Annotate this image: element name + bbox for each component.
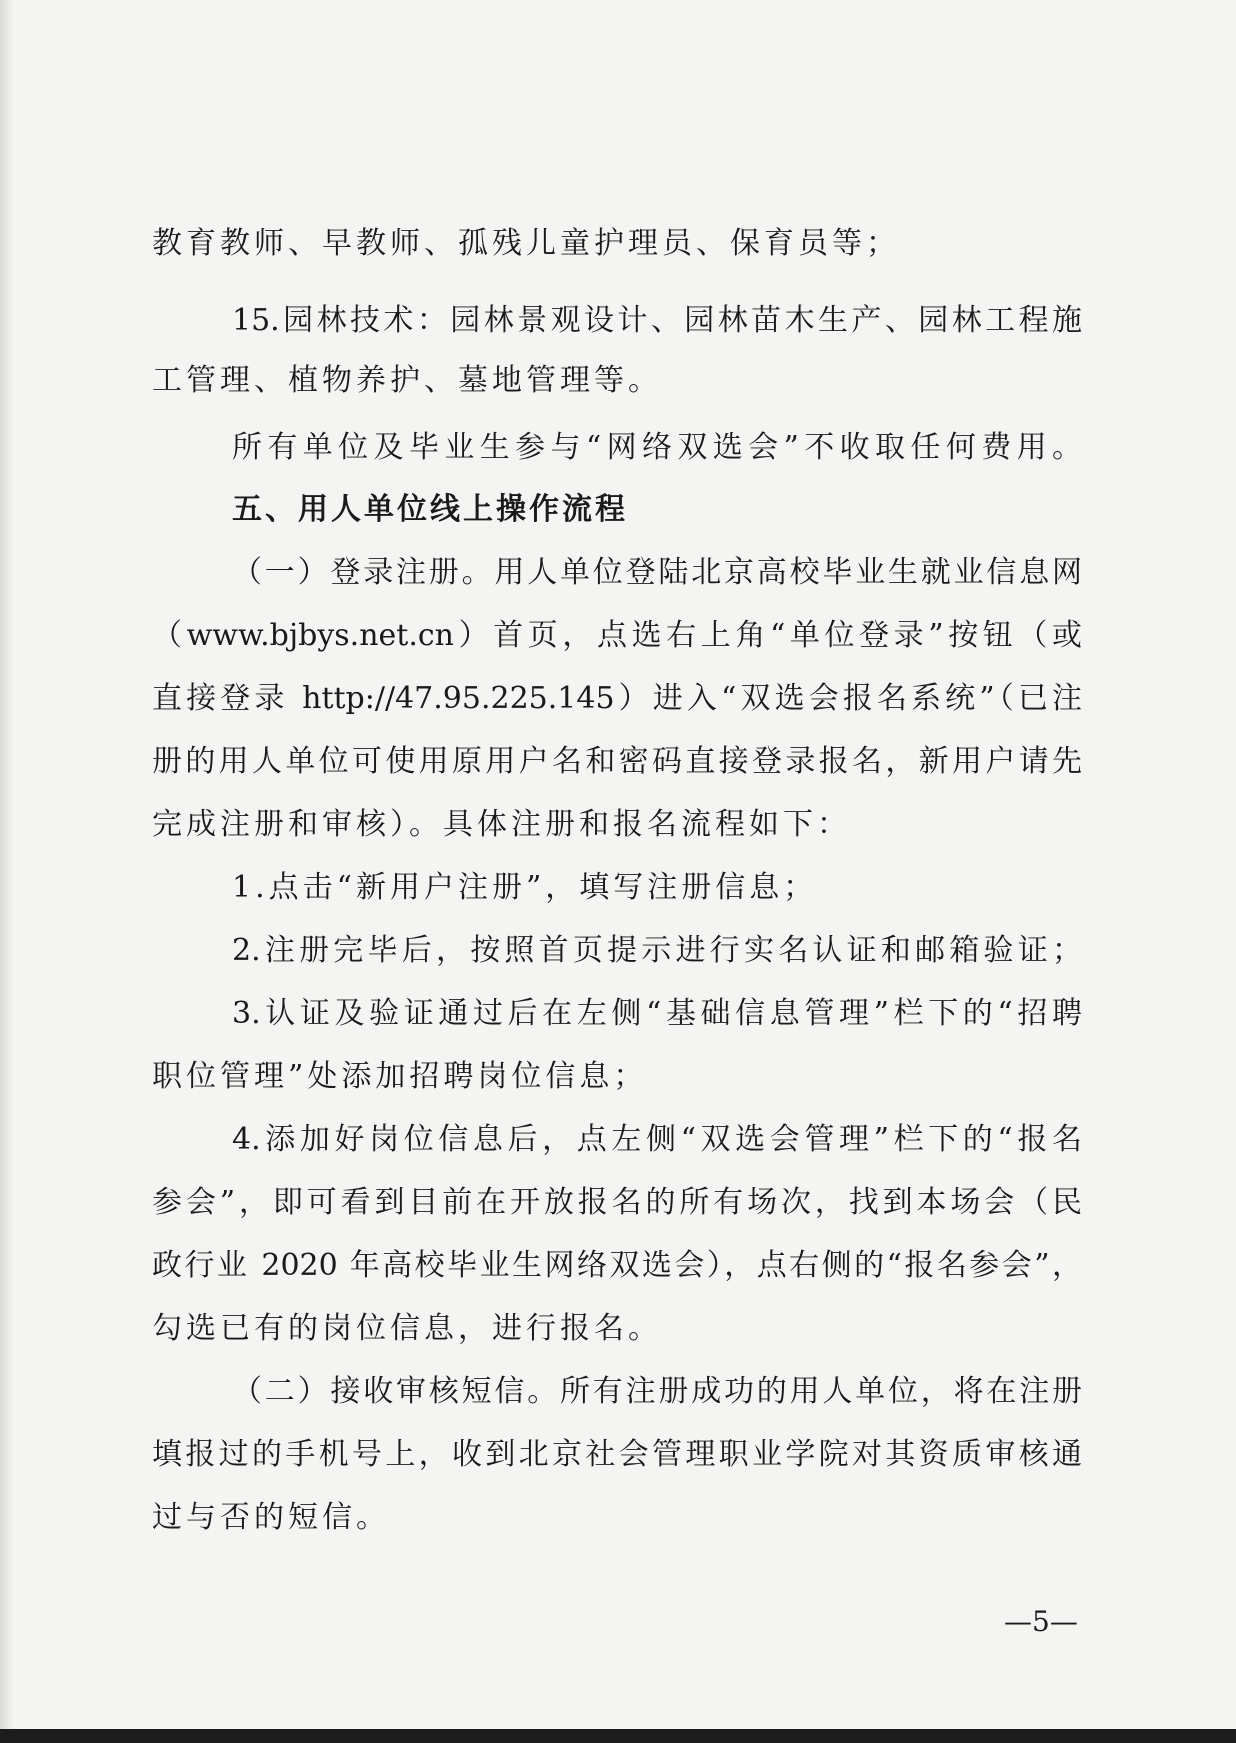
- body-line-6: （一）登录注册。用人单位登陆北京高校毕业生就业信息网: [232, 555, 1082, 590]
- body-line-2: 15.园林技术：园林景观设计、园林苗木生产、园林工程施: [232, 303, 1082, 338]
- body-line-21: 过与否的短信。: [152, 1500, 390, 1535]
- body-line-15: 4.添加好岗位信息后，点左侧“双选会管理”栏下的“报名: [232, 1122, 1082, 1157]
- body-line-9: 册的用人单位可使用原用户名和密码直接登录报名，新用户请先: [152, 744, 1082, 779]
- section-heading: 五、用人单位线上操作流程: [232, 492, 628, 527]
- scan-bottom-border: [0, 1729, 1236, 1743]
- body-line-1: 教育教师、早教师、孤残儿童护理员、保育员等；: [152, 226, 900, 261]
- body-line-4: 所有单位及毕业生参与“网络双选会”不收取任何费用。: [232, 430, 1082, 465]
- body-line-7: （www.bjbys.net.cn）首页，点选右上角“单位登录”按钮（或: [152, 618, 1082, 653]
- body-line-17: 政行业 2020 年高校毕业生网络双选会），点右侧的“报名参会”，: [152, 1248, 1082, 1283]
- body-line-19: （二）接收审核短信。所有注册成功的用人单位，将在注册: [232, 1374, 1082, 1409]
- body-line-16: 参会”，即可看到目前在开放报名的所有场次，找到本场会（民: [152, 1185, 1082, 1220]
- body-line-8: 直接登录 http://47.95.225.145）进入“双选会报名系统”（已注: [152, 681, 1082, 716]
- body-line-13: 3.认证及验证通过后在左侧“基础信息管理”栏下的“招聘: [232, 996, 1082, 1031]
- body-line-12: 2.注册完毕后，按照首页提示进行实名认证和邮箱验证；: [232, 933, 1082, 968]
- body-line-20: 填报过的手机号上，收到北京社会管理职业学院对其资质审核通: [152, 1437, 1082, 1472]
- scan-edge-shadow: [0, 0, 14, 1743]
- body-line-14: 职位管理”处添加招聘岗位信息；: [152, 1059, 648, 1094]
- body-line-11: 1.点击“新用户注册”，填写注册信息；: [232, 870, 818, 905]
- body-line-18: 勾选已有的岗位信息，进行报名。: [152, 1311, 662, 1346]
- body-line-10: 完成注册和审核）。具体注册和报名流程如下：: [152, 807, 851, 842]
- page-number: —5—: [1004, 1605, 1078, 1638]
- body-line-3: 工管理、植物养护、墓地管理等。: [152, 363, 662, 398]
